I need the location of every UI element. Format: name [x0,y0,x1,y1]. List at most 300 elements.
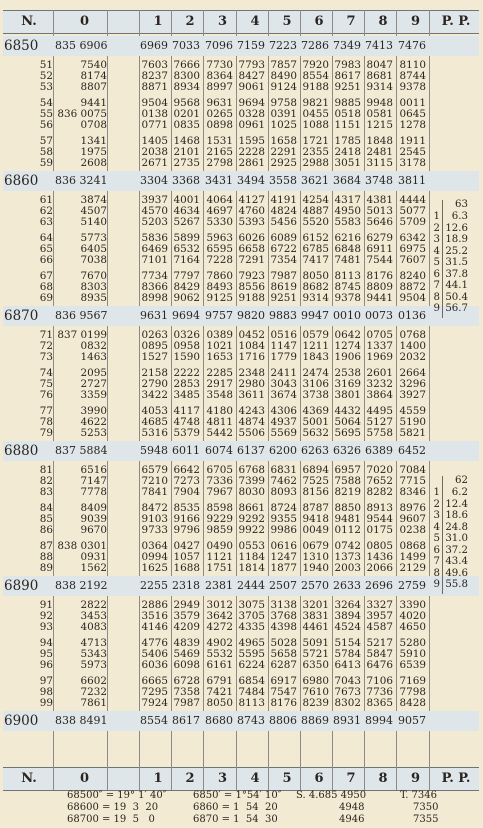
row-number: 59 [39,157,53,169]
table-row-major [0,171,483,191]
pp-index: 8 [433,291,440,303]
cell-6: 6980 [302,675,329,687]
cell-5: 1877 [270,562,297,574]
cell-5: 8806 [269,714,297,727]
cell-1: 4570 [141,205,168,217]
cell-9: 8346 [399,486,426,498]
cell-3: 2285 [206,367,233,379]
cell-3: 9757 [205,309,233,322]
row-number: 81 [39,464,53,476]
cell-6: 0455 [302,108,329,120]
cell-6: 7286 [301,39,329,52]
pp-value: 31.5 [445,257,468,268]
cell-0: 1562 [80,562,107,574]
cell-1: 0138 [141,108,168,120]
pp-index: 4 [433,521,440,533]
cell-5: 6831 [270,464,297,476]
pp-rule [442,200,443,318]
cell-7: 8617 [334,70,361,82]
cell-4: 4127 [238,194,265,206]
cell-4: 7793 [238,59,265,71]
cell-0: 9441 [80,97,107,109]
cell-8: 2481 [366,146,393,158]
cell-2: 8535 [173,502,200,514]
cell-2: 5899 [173,232,200,244]
cell-3: 2165 [206,146,233,158]
table-row [0,698,483,709]
cell-1: 7295 [141,686,168,698]
cell-3: 3642 [206,610,233,622]
cell-6: 1310 [302,551,329,563]
cell-8: 6911 [366,243,393,255]
cell-1: 9504 [141,97,168,109]
row-number: 66 [39,254,53,266]
table-row-major [0,711,483,731]
cell-7: 6216 [334,232,361,244]
cell-3: 0898 [206,119,233,131]
col-header-1: 1 [153,14,163,29]
cell-7: 2418 [334,146,361,158]
cell-0: 8935 [80,292,107,304]
row-number: 71 [39,329,53,341]
cell-9: 2759 [398,579,426,592]
cell-8: 8681 [366,70,393,82]
row-number: 6880 [4,443,39,459]
cell-0: 836 3241 [55,174,108,187]
cell-4: 0452 [238,329,265,341]
cell-4: 9292 [238,513,265,525]
cell-1: 9631 [140,309,168,322]
cell-6: 9418 [302,513,329,525]
pp-index: 9 [433,579,440,590]
cell-6: 0579 [302,329,329,341]
cell-3: 1531 [206,135,233,147]
cell-1: 5316 [141,427,168,439]
col-header-2: 2 [185,771,195,786]
cell-6: 9821 [302,97,329,109]
cell-3: 5963 [206,232,233,244]
cell-1: 6469 [141,243,168,255]
cell-4: 8030 [238,486,265,498]
cell-4: 7399 [238,475,265,487]
cell-4: 2444 [237,579,265,592]
cell-6: 8869 [301,714,329,727]
cell-7: 6848 [334,243,361,255]
cell-4: 4965 [238,637,265,649]
row-number: 65 [39,243,53,255]
pp-index: 7 [433,280,440,291]
cell-4: 4335 [238,621,265,633]
cell-0: 7861 [80,697,107,709]
cell-0: 8807 [80,81,107,93]
pp-difference: 63 [455,199,468,210]
cell-7: 5784 [334,648,361,660]
cell-2: 1057 [173,551,200,563]
cell-3: 5442 [206,427,233,439]
cell-5: 9758 [270,97,297,109]
cell-3: 2917 [206,378,233,390]
row-number: 72 [39,340,53,352]
cell-2: 0958 [173,340,200,352]
cell-1: 5948 [140,444,168,457]
pp-index: 2 [433,222,440,234]
cell-7: 8219 [334,486,361,498]
col-header-9: 9 [410,14,421,29]
pp-value: 43.4 [445,556,468,567]
cell-8: 8809 [366,281,393,293]
cell-4: 6658 [238,243,265,255]
table-row-major [0,576,483,596]
cell-7: 0010 [333,309,361,322]
cell-7: 6413 [334,659,361,671]
row-number: 74 [39,367,53,379]
footer-line-2-a: 68600 = 19 3 20 [67,802,159,813]
cell-8: 1215 [366,119,393,131]
cell-9: 8110 [399,59,426,71]
cell-1: 6036 [141,659,168,671]
cell-8: 9314 [366,81,393,93]
cell-2: 5267 [173,216,200,228]
col-header-3: 3 [217,14,228,29]
cell-1: 0994 [141,551,168,563]
cell-4: 4874 [238,416,265,428]
cell-2: 7987 [173,697,200,709]
cell-0: 7147 [80,475,107,487]
cell-2: 0427 [173,540,200,552]
cell-2: 4117 [173,405,200,417]
cell-0: 4507 [80,205,107,217]
cell-7: 9251 [334,81,361,93]
cell-4: 8661 [238,502,265,514]
cell-0: 7232 [80,686,107,698]
cell-7: 3801 [334,389,361,401]
cell-8: 9544 [366,513,393,525]
cell-4: 4243 [238,405,265,417]
cell-9: 2129 [399,562,426,574]
cell-0: 0931 [80,551,107,563]
cell-0: 5253 [80,427,107,439]
cell-7: 3684 [333,174,361,187]
cell-4: 6026 [238,232,265,244]
cell-4: 8743 [237,714,265,727]
cell-5: 4824 [270,205,297,217]
cell-7: 7481 [334,254,361,266]
cell-0: 8409 [80,502,107,514]
cell-7: 7588 [334,475,361,487]
cell-5: 3558 [269,174,297,187]
row-number: 79 [39,427,53,439]
cell-9: 2545 [399,146,426,158]
row-number: 63 [39,216,53,228]
table-row [0,660,483,671]
cell-2: 1590 [173,351,200,363]
cell-5: 9986 [270,524,297,536]
cell-2: 2735 [173,157,200,169]
cell-1: 9733 [141,524,168,536]
cell-6: 7525 [302,475,329,487]
cell-0: 8303 [80,281,107,293]
pp-index: 2 [433,498,440,510]
col-header-4: 4 [250,771,260,786]
col-header-5: 5 [282,771,292,786]
cell-3: 6074 [205,444,233,457]
cell-9: 7169 [399,675,426,687]
cell-8: 7020 [366,464,393,476]
cell-6: 9188 [302,81,329,93]
cell-1: 7924 [141,697,168,709]
cell-8: 4381 [366,194,393,206]
cell-7: 2633 [333,579,361,592]
cell-5: 7857 [270,59,297,71]
cell-3: 3012 [206,599,233,611]
cell-7: 8850 [334,502,361,514]
cell-3: 4180 [206,405,233,417]
row-number: 86 [39,524,53,536]
cell-7: 5154 [334,637,361,649]
cell-0: 836 9567 [55,309,108,322]
cell-2: 4634 [173,205,200,217]
cell-5: 6089 [270,232,297,244]
cell-6: 2474 [302,367,329,379]
col-header-7: 7 [346,14,356,29]
cell-3: 5330 [206,216,233,228]
cell-1: 7210 [141,475,168,487]
row-number: 91 [39,599,53,611]
cell-9: 5821 [399,427,426,439]
pp-index: 6 [433,268,440,280]
pp-value: 6.3 [451,211,468,222]
cell-2: 6642 [173,464,200,476]
cell-4: 9061 [238,81,265,93]
cell-3: 6161 [206,659,233,671]
cell-1: 2158 [141,367,168,379]
pp-value: 50.4 [445,291,468,303]
cell-1: 3304 [140,174,168,187]
cell-3: 6595 [206,243,233,255]
table-row [0,390,483,401]
pp-value: 18.6 [445,510,468,521]
cell-6: 6785 [302,243,329,255]
cell-1: 2886 [141,599,168,611]
pp-value: 37.2 [445,544,468,556]
row-number: 95 [39,648,53,660]
footer-line-2-t: 7350 [413,802,439,813]
cell-7: 7349 [333,39,361,52]
pp-index: 3 [433,510,440,521]
table-row [0,521,483,536]
cell-8: 8365 [366,697,393,709]
cell-5: 1247 [270,551,297,563]
row-number: 62 [39,205,53,217]
cell-8: 3957 [366,610,393,622]
cell-5: 6287 [270,659,297,671]
cell-1: 8554 [140,714,168,727]
cell-9: 8428 [399,697,426,709]
cell-5: 3674 [270,389,297,401]
cell-3: 2381 [205,579,233,592]
cell-9: 4559 [399,405,426,417]
cell-4: 7159 [237,39,265,52]
cell-6: 1211 [302,340,329,352]
footer-line-1-a: 68500″ = 19° 1′ 40″ [67,790,167,801]
cell-6: 8682 [302,281,329,293]
cell-2: 7164 [173,254,200,266]
col-header-2: 2 [185,14,195,29]
cell-0: 1463 [80,351,107,363]
table-footer-header [3,767,479,791]
pp-value: 18.9 [445,234,468,245]
cell-3: 7096 [205,39,233,52]
cell-2: 2949 [173,599,200,611]
cell-9: 1400 [399,340,426,352]
cell-7: 3169 [334,378,361,390]
cell-7: 3051 [334,157,361,169]
cell-9: 1911 [399,135,426,147]
cell-7: 1906 [334,351,361,363]
row-number: 85 [39,513,53,525]
cell-6: 2570 [301,579,329,592]
cell-1: 2255 [140,579,168,592]
cell-7: 6957 [334,464,361,476]
cell-4: 1814 [238,562,265,574]
cell-3: 7336 [206,475,233,487]
cell-8: 2601 [366,367,393,379]
cell-5: 2507 [269,579,297,592]
cell-5: 1147 [270,340,297,352]
cell-8: 1969 [366,351,393,363]
cell-6: 6350 [302,659,329,671]
cell-8: 0805 [366,540,393,552]
cell-9: 4444 [399,194,426,206]
cell-1: 3937 [141,194,168,206]
row-number: 6890 [4,578,39,594]
cell-9: 4650 [399,621,426,633]
cell-6: 7610 [302,686,329,698]
cell-4: 1084 [238,340,265,352]
cell-7: 7673 [334,686,361,698]
cell-9: 8872 [399,281,426,293]
cell-5: 5658 [270,648,297,660]
row-number: 82 [39,475,53,487]
cell-7: 1373 [334,551,361,563]
col-header-7: 7 [346,771,356,786]
cell-5: 6917 [270,675,297,687]
cell-4: 8427 [238,70,265,82]
cell-9: 6342 [399,232,426,244]
cell-5: 4937 [270,416,297,428]
cell-8: 8176 [366,270,393,282]
pp-value: 37.8 [445,268,468,280]
cell-3: 3431 [205,174,233,187]
cell-5: 1025 [270,119,297,131]
cell-6: 5001 [302,416,329,428]
cell-6: 9947 [301,309,329,322]
cell-1: 5836 [141,232,168,244]
cell-9: 8744 [399,70,426,82]
row-number: 88 [39,551,53,563]
cell-9: 1499 [399,551,426,563]
cell-2: 0835 [173,119,200,131]
pp-value: 56.7 [445,303,468,314]
cell-2: 7033 [172,39,200,52]
cell-2: 9694 [172,309,200,322]
cell-5: 7223 [269,39,297,52]
cell-4: 9820 [237,309,265,322]
cell-9: 2664 [399,367,426,379]
cell-3: 8364 [206,70,233,82]
cell-0: 3359 [80,389,107,401]
cell-7: 2003 [334,562,361,574]
pp-value: 31.0 [445,533,468,544]
cell-0: 7540 [80,59,107,71]
cell-0: 1975 [80,146,107,158]
cell-9: 5709 [399,216,426,228]
cell-3: 8598 [206,502,233,514]
cell-5: 2291 [270,146,297,158]
row-number: 61 [39,194,53,206]
cell-5: 6200 [269,444,297,457]
row-number: 6860 [4,173,39,189]
pp-index: 8 [433,567,440,579]
cell-0: 1341 [80,135,107,147]
cell-4: 7484 [238,686,265,698]
cell-6: 4254 [302,194,329,206]
cell-6: 3621 [301,174,329,187]
cell-9: 0645 [399,108,426,120]
cell-4: 6854 [238,675,265,687]
cell-4: 2861 [238,157,265,169]
cell-1: 4146 [141,621,168,633]
table-row [0,352,483,363]
cell-8: 5217 [366,637,393,649]
cell-5: 4306 [270,405,297,417]
cell-2: 8617 [172,714,200,727]
cell-4: 5506 [238,427,265,439]
cell-1: 7603 [141,59,168,71]
footer-line-3-a: 68700 = 19 5 0 [67,814,155,825]
cell-5: 5456 [270,216,297,228]
cell-8: 7652 [366,475,393,487]
col-header-6: 6 [314,14,324,29]
cell-9: 8240 [399,270,426,282]
cell-9: 7607 [399,254,426,266]
cell-0: 4622 [80,416,107,428]
cell-2: 7273 [173,475,200,487]
cell-1: 5203 [141,216,168,228]
cell-8: 0705 [366,329,393,341]
pp-value: 49.6 [445,567,468,579]
cell-0: 2608 [80,157,107,169]
cell-8: 9441 [366,292,393,304]
cell-5: 2411 [270,367,297,379]
cell-3: 9229 [206,513,233,525]
cell-3: 3548 [206,389,233,401]
cell-9: 3390 [399,599,426,611]
cell-3: 4064 [206,194,233,206]
cell-3: 0389 [206,329,233,341]
cell-9: 0136 [398,309,426,322]
cell-8: 8282 [366,486,393,498]
cell-6: 6894 [302,464,329,476]
cell-7: 0112 [334,524,361,536]
pp-index: 6 [433,544,440,556]
cell-4: 3494 [237,174,265,187]
col-header-0: 0 [79,14,90,29]
cell-2: 4209 [173,621,200,633]
cell-0: 9670 [80,524,107,536]
cell-4: 2348 [238,367,265,379]
cell-3: 6791 [206,675,233,687]
